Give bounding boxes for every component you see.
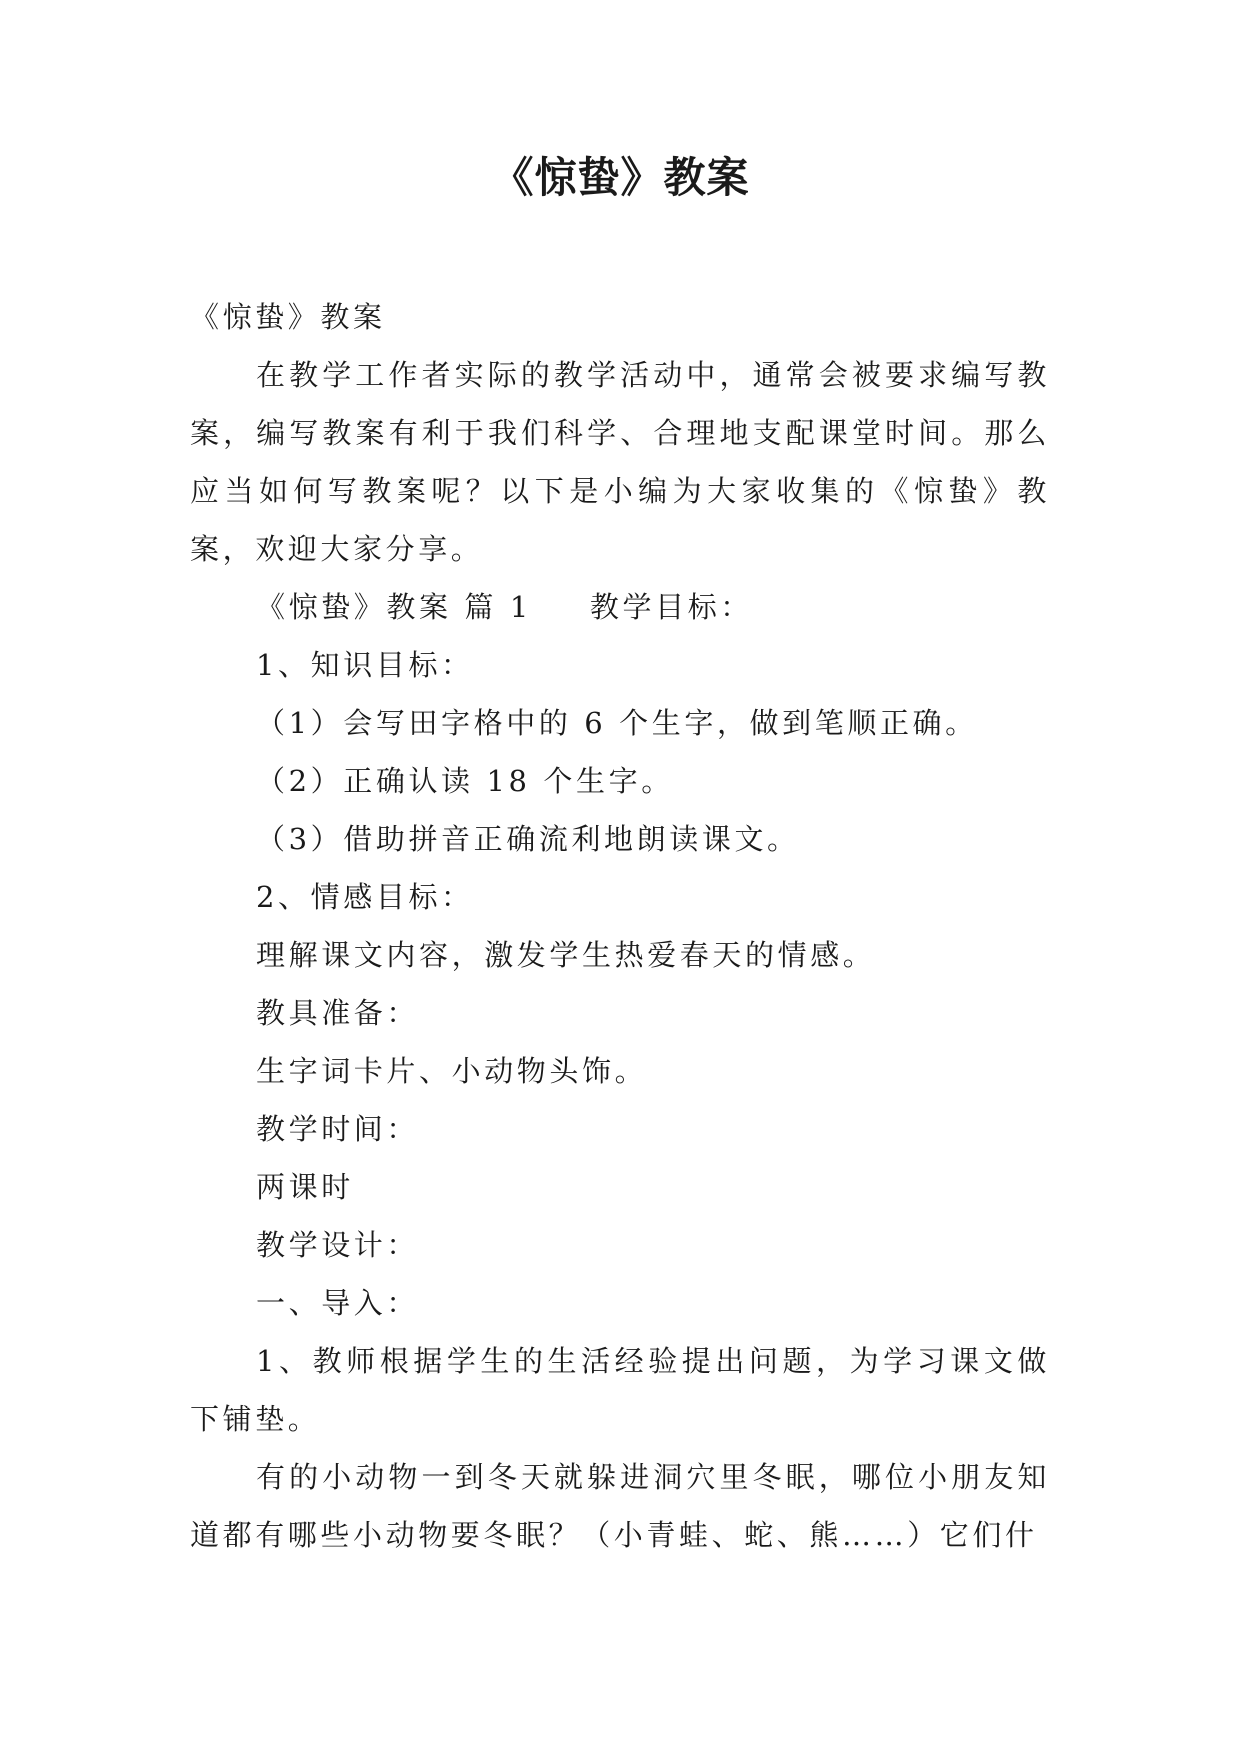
document-body — [190, 288, 1050, 1564]
time-label: 教学时间： — [256, 1112, 420, 1146]
goal-2: 2、情感目标： — [256, 880, 474, 914]
tools-label: 教具准备： — [256, 996, 420, 1030]
goal-1-item-3: （3）借助拼音正确流利地朗读课文。 — [256, 822, 800, 856]
section-heading: 《惊蛰》教案 篇 1 — [256, 590, 532, 624]
step-1-item-1: 1、教师根据学生的生活经验提出问题，为学习课文做下铺垫。 — [190, 1344, 1050, 1436]
tools-text: 生字词卡片、小动物头饰。 — [256, 1054, 648, 1088]
document-title: 《惊蛰》教案 — [491, 153, 750, 202]
intro-paragraph: 在教学工作者实际的教学活动中，通常会被要求编写教案，编写教案有利于我们科学、合理地支配课堂时间。那么应当如何写教案呢？以下是小编为大家收集的《惊蛰》教案，欢迎大家分享。 — [190, 358, 1050, 566]
section-subheading: 教学目标： — [589, 590, 753, 624]
goal-1: 1、知识目标： — [256, 648, 474, 682]
section-heading-line — [190, 578, 1050, 636]
step-1: 一、导入： — [256, 1286, 420, 1320]
step-1-text: 有的小动物一到冬天就躲进洞穴里冬眠，哪位小朋友知道都有哪些小动物要冬眠？（小青蛙、蛇、熊……）它们什 — [190, 1460, 1050, 1552]
goal-1-item-1: （1）会写田字格中的 6 个生字，做到笔顺正确。 — [256, 706, 978, 740]
goal-1-item-2: （2）正确认读 18 个生字。 — [256, 764, 674, 798]
intro-heading: 《惊蛰》教案 — [190, 300, 386, 334]
time-text: 两课时 — [256, 1170, 354, 1204]
design-label: 教学设计： — [256, 1228, 420, 1262]
goal-2-text: 理解课文内容，激发学生热爱春天的情感。 — [256, 938, 876, 972]
